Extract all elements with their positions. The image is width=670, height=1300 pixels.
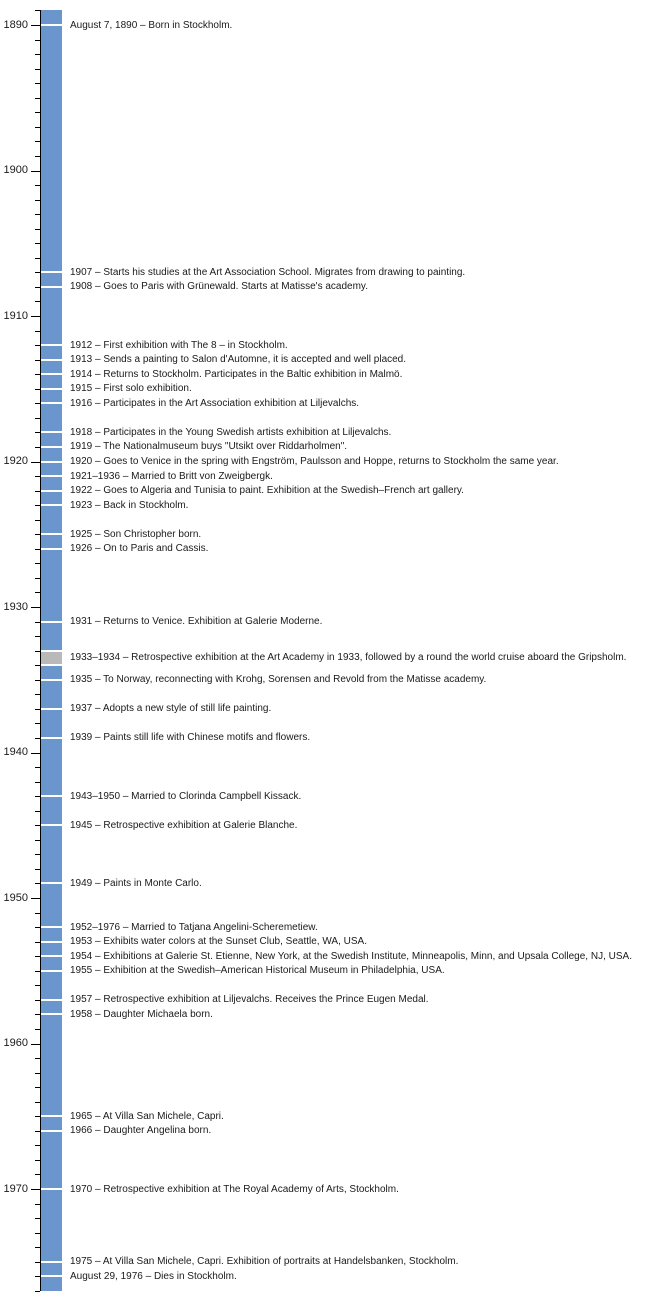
year-tick-minor (35, 825, 40, 826)
year-tick-minor (35, 185, 40, 186)
year-label: 1890 (3, 18, 28, 31)
year-tick-minor (35, 549, 40, 550)
year-label: 1920 (3, 455, 28, 467)
year-tick-minor (35, 592, 40, 593)
event-separator (41, 650, 62, 652)
event-separator (41, 955, 62, 957)
event-label: 1945 – Retrospective exhibition at Galerie Blanche. (70, 819, 298, 831)
event-separator (41, 1261, 62, 1263)
event-label: 1939 – Paints still life with Chinese motifs and flowers. (70, 732, 311, 744)
year-tick-minor (35, 40, 40, 41)
year-tick-minor (35, 243, 40, 244)
event-label: 1915 – First solo exhibition. (70, 383, 192, 395)
event-label: 1922 – Goes to Algeria and Tunisia to paint. Exhibition at the Swedish–French art gallery. (70, 485, 464, 497)
year-tick-minor (35, 1145, 40, 1146)
event-label: 1957 – Retrospective exhibition at Liljevalchs. Receives the Prince Eugen Medal. (70, 994, 429, 1006)
year-tick-minor (35, 782, 40, 783)
event-separator (41, 1130, 62, 1132)
year-tick-minor (35, 432, 40, 433)
event-separator (41, 882, 62, 884)
year-tick-minor (35, 98, 40, 99)
event-label: 1931 – Returns to Venice. Exhibition at Galerie Moderne. (70, 616, 323, 628)
year-label: 1940 (3, 746, 28, 758)
year-tick-minor (35, 10, 40, 11)
year-tick-minor (35, 1291, 40, 1292)
event-label: 1937 – Adopts a new style of still life painting. (70, 703, 272, 715)
year-tick-minor (35, 971, 40, 972)
year-tick-minor (35, 505, 40, 506)
event-label: 1920 – Goes to Venice in the spring with Engström, Paulsson and Hoppe, returns to Stockholm the same year. (70, 456, 559, 467)
year-tick-minor (35, 883, 40, 884)
event-separator (41, 359, 62, 361)
year-tick-minor (35, 200, 40, 201)
year-tick-minor (35, 112, 40, 113)
year-tick-minor (35, 665, 40, 666)
year-tick-minor (35, 258, 40, 259)
event-label: 1912 – First exhibition with The 8 – in Stockholm. (70, 339, 288, 351)
year-tick-minor (35, 869, 40, 870)
year-tick-minor (35, 796, 40, 797)
year-tick-minor (35, 1014, 40, 1015)
year-tick-minor (35, 1174, 40, 1175)
event-label: 1907 – Starts his studies at the Art Association School. Migrates from drawing to painting. (70, 266, 466, 278)
year-tick-minor (35, 636, 40, 637)
year-tick-minor (35, 229, 40, 230)
year-tick-minor (35, 811, 40, 812)
year-tick-minor (35, 1131, 40, 1132)
event-label: 1966 – Daughter Angelina born. (70, 1125, 212, 1137)
year-tick-major (31, 607, 40, 608)
event-separator (41, 1013, 62, 1015)
event-separator (41, 402, 62, 404)
year-tick-minor (35, 1000, 40, 1001)
event-label: August 29, 1976 – Dies in Stockholm. (70, 1270, 237, 1282)
year-tick-minor (35, 491, 40, 492)
event-label: 1919 – The Nationalmuseum buys "Utsikt over Riddarholmen". (70, 441, 348, 453)
year-tick-minor (35, 738, 40, 739)
year-tick-minor (35, 942, 40, 943)
year-tick-minor (35, 331, 40, 332)
year-tick-minor (35, 1247, 40, 1248)
year-tick-minor (35, 156, 40, 157)
event-separator (41, 970, 62, 972)
year-tick-minor (35, 141, 40, 142)
year-tick-minor (35, 520, 40, 521)
year-tick-minor (35, 69, 40, 70)
year-tick-minor (35, 680, 40, 681)
year-tick-minor (35, 345, 40, 346)
event-separator (41, 446, 62, 448)
event-label: 1921–1936 – Married to Britt von Zweigbergk. (70, 470, 273, 482)
year-tick-minor (35, 767, 40, 768)
year-label: 1950 (3, 891, 28, 904)
year-tick-major (31, 753, 40, 754)
year-tick-major (31, 171, 40, 172)
year-tick-minor (35, 54, 40, 55)
year-tick-minor (35, 1218, 40, 1219)
event-separator (41, 824, 62, 826)
event-separator (41, 1115, 62, 1117)
event-label: 1943–1950 – Married to Clorinda Campbell Kissack. (70, 790, 302, 802)
event-separator (41, 431, 62, 433)
event-label: 1952–1976 – Married to Tatjana Angelini-Scheremetiew. (70, 921, 318, 933)
year-label: 1960 (3, 1037, 28, 1049)
event-separator (41, 664, 62, 666)
event-separator (41, 999, 62, 1001)
year-label: 1930 (3, 600, 28, 613)
event-separator (41, 621, 62, 623)
year-tick-minor (35, 1058, 40, 1059)
year-tick-minor (35, 1087, 40, 1088)
event-label: August 7, 1890 – Born in Stockholm. (70, 19, 233, 31)
event-separator (41, 388, 62, 390)
event-label: 1958 – Daughter Michaela born. (70, 1008, 213, 1020)
year-tick-minor (35, 272, 40, 273)
year-tick-minor (35, 83, 40, 84)
timeline-axis (40, 10, 41, 1290)
event-separator (41, 504, 62, 506)
event-separator (41, 795, 62, 797)
year-tick-minor (35, 709, 40, 710)
event-label: 1965 – At Villa San Michele, Capri. (70, 1110, 224, 1122)
event-separator (41, 271, 62, 273)
event-label: 1908 – Goes to Paris with Grünewald. Starts at Matisse's academy. (70, 281, 368, 293)
year-tick-minor (35, 447, 40, 448)
event-label: 1925 – Son Christopher born. (70, 528, 202, 540)
year-tick-minor (35, 1116, 40, 1117)
event-label: 1953 – Exhibits water colors at the Sunset Club, Seattle, WA, USA. (70, 936, 367, 948)
event-separator (41, 490, 62, 492)
event-separator (41, 548, 62, 550)
event-label: 1918 – Participates in the Young Swedish artists exhibition at Liljevalchs. (70, 426, 392, 438)
event-separator (41, 533, 62, 535)
event-label: 1916 – Participates in the Art Association exhibition at Liljevalchs. (70, 397, 360, 409)
event-label: 1949 – Paints in Monte Carlo. (70, 877, 202, 889)
year-tick-minor (35, 913, 40, 914)
year-tick-minor (35, 301, 40, 302)
year-tick-minor (35, 927, 40, 928)
event-separator (41, 1188, 62, 1190)
year-tick-minor (35, 1262, 40, 1263)
year-tick-minor (35, 956, 40, 957)
year-tick-minor (35, 360, 40, 361)
event-label: 1955 – Exhibition at the Swedish–American Historical Museum in Philadelphia, USA. (70, 965, 445, 977)
year-label: 1900 (3, 164, 28, 176)
year-tick-major (31, 316, 40, 317)
year-tick-major (31, 462, 40, 463)
year-tick-minor (35, 1029, 40, 1030)
year-tick-minor (35, 389, 40, 390)
year-tick-minor (35, 578, 40, 579)
year-tick-major (31, 898, 40, 899)
event-label: 1970 – Retrospective exhibition at The Royal Academy of Arts, Stockholm. (70, 1183, 399, 1195)
bar-segment-highlight (41, 651, 62, 666)
year-tick-major (31, 25, 40, 26)
event-label: 1954 – Exhibitions at Galerie St. Etienne, New York, at the Swedish Institute, Minneapolis, Minn, and Upsala College, NJ, USA. (70, 950, 632, 962)
year-tick-minor (35, 214, 40, 215)
year-tick-minor (35, 1276, 40, 1277)
year-label: 1970 (3, 1182, 28, 1195)
year-tick-minor (35, 418, 40, 419)
event-separator (41, 24, 62, 26)
event-label: 1923 – Back in Stockholm. (70, 499, 189, 511)
year-tick-minor (35, 840, 40, 841)
event-separator (41, 941, 62, 943)
year-tick-minor (35, 374, 40, 375)
year-tick-minor (35, 1073, 40, 1074)
year-tick-minor (35, 403, 40, 404)
year-tick-major (31, 1044, 40, 1045)
event-label: 1913 – Sends a painting to Salon d'Automne, it is accepted and well placed. (70, 354, 407, 366)
year-tick-minor (35, 985, 40, 986)
event-separator (41, 373, 62, 375)
year-tick-minor (35, 127, 40, 128)
event-separator (41, 286, 62, 288)
event-separator (41, 708, 62, 710)
event-label: 1975 – At Villa San Michele, Capri. Exhibition of portraits at Handelsbanken, Stockholm. (70, 1256, 459, 1268)
year-tick-minor (35, 651, 40, 652)
year-tick-minor (35, 694, 40, 695)
event-separator (41, 679, 62, 681)
year-tick-minor (35, 287, 40, 288)
year-tick-minor (35, 1160, 40, 1161)
year-tick-major (31, 1189, 40, 1190)
event-separator (41, 344, 62, 346)
year-tick-minor (35, 723, 40, 724)
event-separator (41, 926, 62, 928)
event-separator (41, 1275, 62, 1277)
year-tick-minor (35, 622, 40, 623)
year-tick-minor (35, 534, 40, 535)
event-separator (41, 475, 62, 477)
event-separator (41, 461, 62, 463)
year-label: 1910 (3, 309, 28, 322)
event-separator (41, 737, 62, 739)
year-tick-minor (35, 563, 40, 564)
year-tick-minor (35, 854, 40, 855)
year-tick-minor (35, 1204, 40, 1205)
year-tick-minor (35, 476, 40, 477)
event-label: 1935 – To Norway, reconnecting with Krohg, Sorensen and Revold from the Matisse academy. (70, 674, 487, 686)
event-label: 1933–1934 – Retrospective exhibition at the Art Academy in 1933, followed by a round the world cruise aboard the Gripsholm. (70, 652, 627, 664)
event-label: 1926 – On to Paris and Cassis. (70, 543, 209, 555)
year-tick-minor (35, 1102, 40, 1103)
event-label: 1914 – Returns to Stockholm. Participates in the Baltic exhibition in Malmö. (70, 368, 403, 380)
year-tick-minor (35, 1233, 40, 1234)
